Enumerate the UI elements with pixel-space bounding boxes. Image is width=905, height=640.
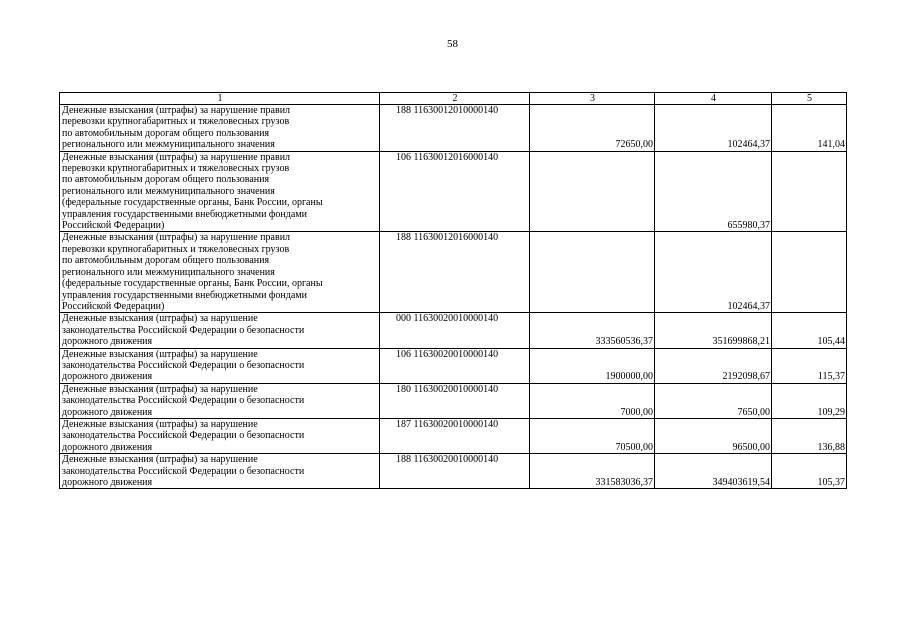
percent-cell: 105,37 — [772, 454, 847, 489]
revenue-name-line: регионального или межмуниципального значения — [62, 139, 275, 151]
planned-amount-cell — [530, 151, 655, 232]
revenue-name-line: Денежные взыскания (штрафы) за нарушение — [62, 383, 258, 395]
column-header-3: 3 — [530, 93, 655, 105]
table-row — [60, 383, 847, 418]
revenue-name-line: по автомобильным дорогам общего пользования — [62, 127, 270, 139]
revenue-name-line: управления государственными внебюджетными фондами — [62, 289, 307, 301]
percent-cell — [772, 232, 847, 313]
revenue-name-line: (федеральные государственные органы, Банк России, органы — [62, 278, 323, 290]
page-number: 58 — [447, 38, 458, 50]
table-row — [60, 313, 847, 348]
revenue-name-line: законодательства Российской Федерации о безопасности — [62, 430, 305, 442]
revenue-name-cell — [60, 348, 380, 383]
revenue-name-line: законодательства Российской Федерации о безопасности — [62, 359, 305, 371]
revenue-name-line: дорожного движения — [62, 441, 153, 453]
table-row — [60, 348, 847, 383]
percent-cell: 109,29 — [772, 383, 847, 418]
column-header-2: 2 — [380, 93, 530, 105]
revenue-name-line: по автомобильным дорогам общего пользования — [62, 255, 270, 267]
revenue-name-line: управления государственными внебюджетными фондами — [62, 208, 307, 220]
revenue-name-line: регионального или межмуниципального значения — [62, 266, 275, 278]
percent-cell: 105,44 — [772, 313, 847, 348]
budget-code-cell: 180 11630020010000140 — [380, 383, 530, 418]
budget-code-cell: 188 11630012016000140 — [380, 232, 530, 313]
revenue-name-line: Российской Федерации) — [62, 300, 165, 312]
revenue-name-line: перевозки крупногабаритных и тяжеловесных грузов — [62, 163, 290, 175]
actual-amount-cell: 349403619,54 — [655, 454, 772, 489]
table-row — [60, 151, 847, 232]
revenue-name-line: Денежные взыскания (штрафы) за нарушение — [62, 313, 258, 325]
revenue-name-line: Денежные взыскания (штрафы) за нарушение — [62, 348, 258, 360]
revenue-name-line: Денежные взыскания (штрафы) за нарушение — [62, 418, 258, 430]
revenue-name-line: (федеральные государственные органы, Банк России, органы — [62, 197, 323, 209]
table-row — [60, 105, 847, 152]
revenue-name-cell — [60, 151, 380, 232]
percent-cell: 115,37 — [772, 348, 847, 383]
budget-code-cell: 106 11630012016000140 — [380, 151, 530, 232]
table-row — [60, 232, 847, 313]
column-header-5: 5 — [772, 93, 847, 105]
table-row — [60, 454, 847, 489]
actual-amount-cell: 102464,37 — [655, 232, 772, 313]
planned-amount-cell: 70500,00 — [530, 418, 655, 453]
revenue-name-cell — [60, 313, 380, 348]
revenue-name-line: Денежные взыскания (штрафы) за нарушение — [62, 454, 258, 466]
column-header-1: 1 — [60, 93, 380, 105]
table-row — [60, 418, 847, 453]
planned-amount-cell — [530, 232, 655, 313]
column-header-4: 4 — [655, 93, 772, 105]
actual-amount-cell: 96500,00 — [655, 418, 772, 453]
revenue-name-line: регионального или межмуниципального значения — [62, 185, 275, 197]
revenue-name-line: Денежные взыскания (штрафы) за нарушение правил — [62, 151, 291, 163]
revenue-name-line: Российской Федерации) — [62, 220, 165, 232]
budget-code-cell: 188 11630012010000140 — [380, 105, 530, 152]
budget-revenue-table — [59, 92, 847, 489]
budget-code-cell: 106 11630020010000140 — [380, 348, 530, 383]
revenue-name-line: дорожного движения — [62, 336, 153, 348]
table-body — [60, 105, 847, 489]
actual-amount-cell: 2192098,67 — [655, 348, 772, 383]
planned-amount-cell: 7000,00 — [530, 383, 655, 418]
budget-code-cell: 188 11630020010000140 — [380, 454, 530, 489]
revenue-name-line: перевозки крупногабаритных и тяжеловесных грузов — [62, 116, 290, 128]
revenue-name-line: дорожного движения — [62, 477, 153, 488]
revenue-name-line: Денежные взыскания (штрафы) за нарушение правил — [62, 232, 291, 244]
percent-cell: 136,88 — [772, 418, 847, 453]
column-number-row — [60, 93, 847, 105]
actual-amount-cell: 351699868,21 — [655, 313, 772, 348]
actual-amount-cell: 655980,37 — [655, 151, 772, 232]
budget-code-cell: 000 11630020010000140 — [380, 313, 530, 348]
percent-cell: 141,04 — [772, 105, 847, 152]
revenue-name-line: Денежные взыскания (штрафы) за нарушение правил — [62, 105, 291, 116]
actual-amount-cell: 102464,37 — [655, 105, 772, 152]
revenue-name-cell — [60, 383, 380, 418]
revenue-name-cell — [60, 105, 380, 152]
revenue-name-line: дорожного движения — [62, 371, 153, 383]
revenue-name-cell — [60, 454, 380, 489]
revenue-name-line: дорожного движения — [62, 406, 153, 418]
revenue-name-cell — [60, 418, 380, 453]
planned-amount-cell: 1900000,00 — [530, 348, 655, 383]
planned-amount-cell: 331583036,37 — [530, 454, 655, 489]
revenue-name-line: законодательства Российской Федерации о безопасности — [62, 395, 305, 407]
revenue-name-line: перевозки крупногабаритных и тяжеловесных грузов — [62, 243, 290, 255]
revenue-name-cell — [60, 232, 380, 313]
revenue-name-line: законодательства Российской Федерации о безопасности — [62, 324, 305, 336]
planned-amount-cell: 72650,00 — [530, 105, 655, 152]
planned-amount-cell: 333560536,37 — [530, 313, 655, 348]
budget-code-cell: 187 11630020010000140 — [380, 418, 530, 453]
revenue-name-line: по автомобильным дорогам общего пользования — [62, 174, 270, 186]
revenue-name-line: законодательства Российской Федерации о безопасности — [62, 465, 305, 477]
actual-amount-cell: 7650,00 — [655, 383, 772, 418]
percent-cell — [772, 151, 847, 232]
